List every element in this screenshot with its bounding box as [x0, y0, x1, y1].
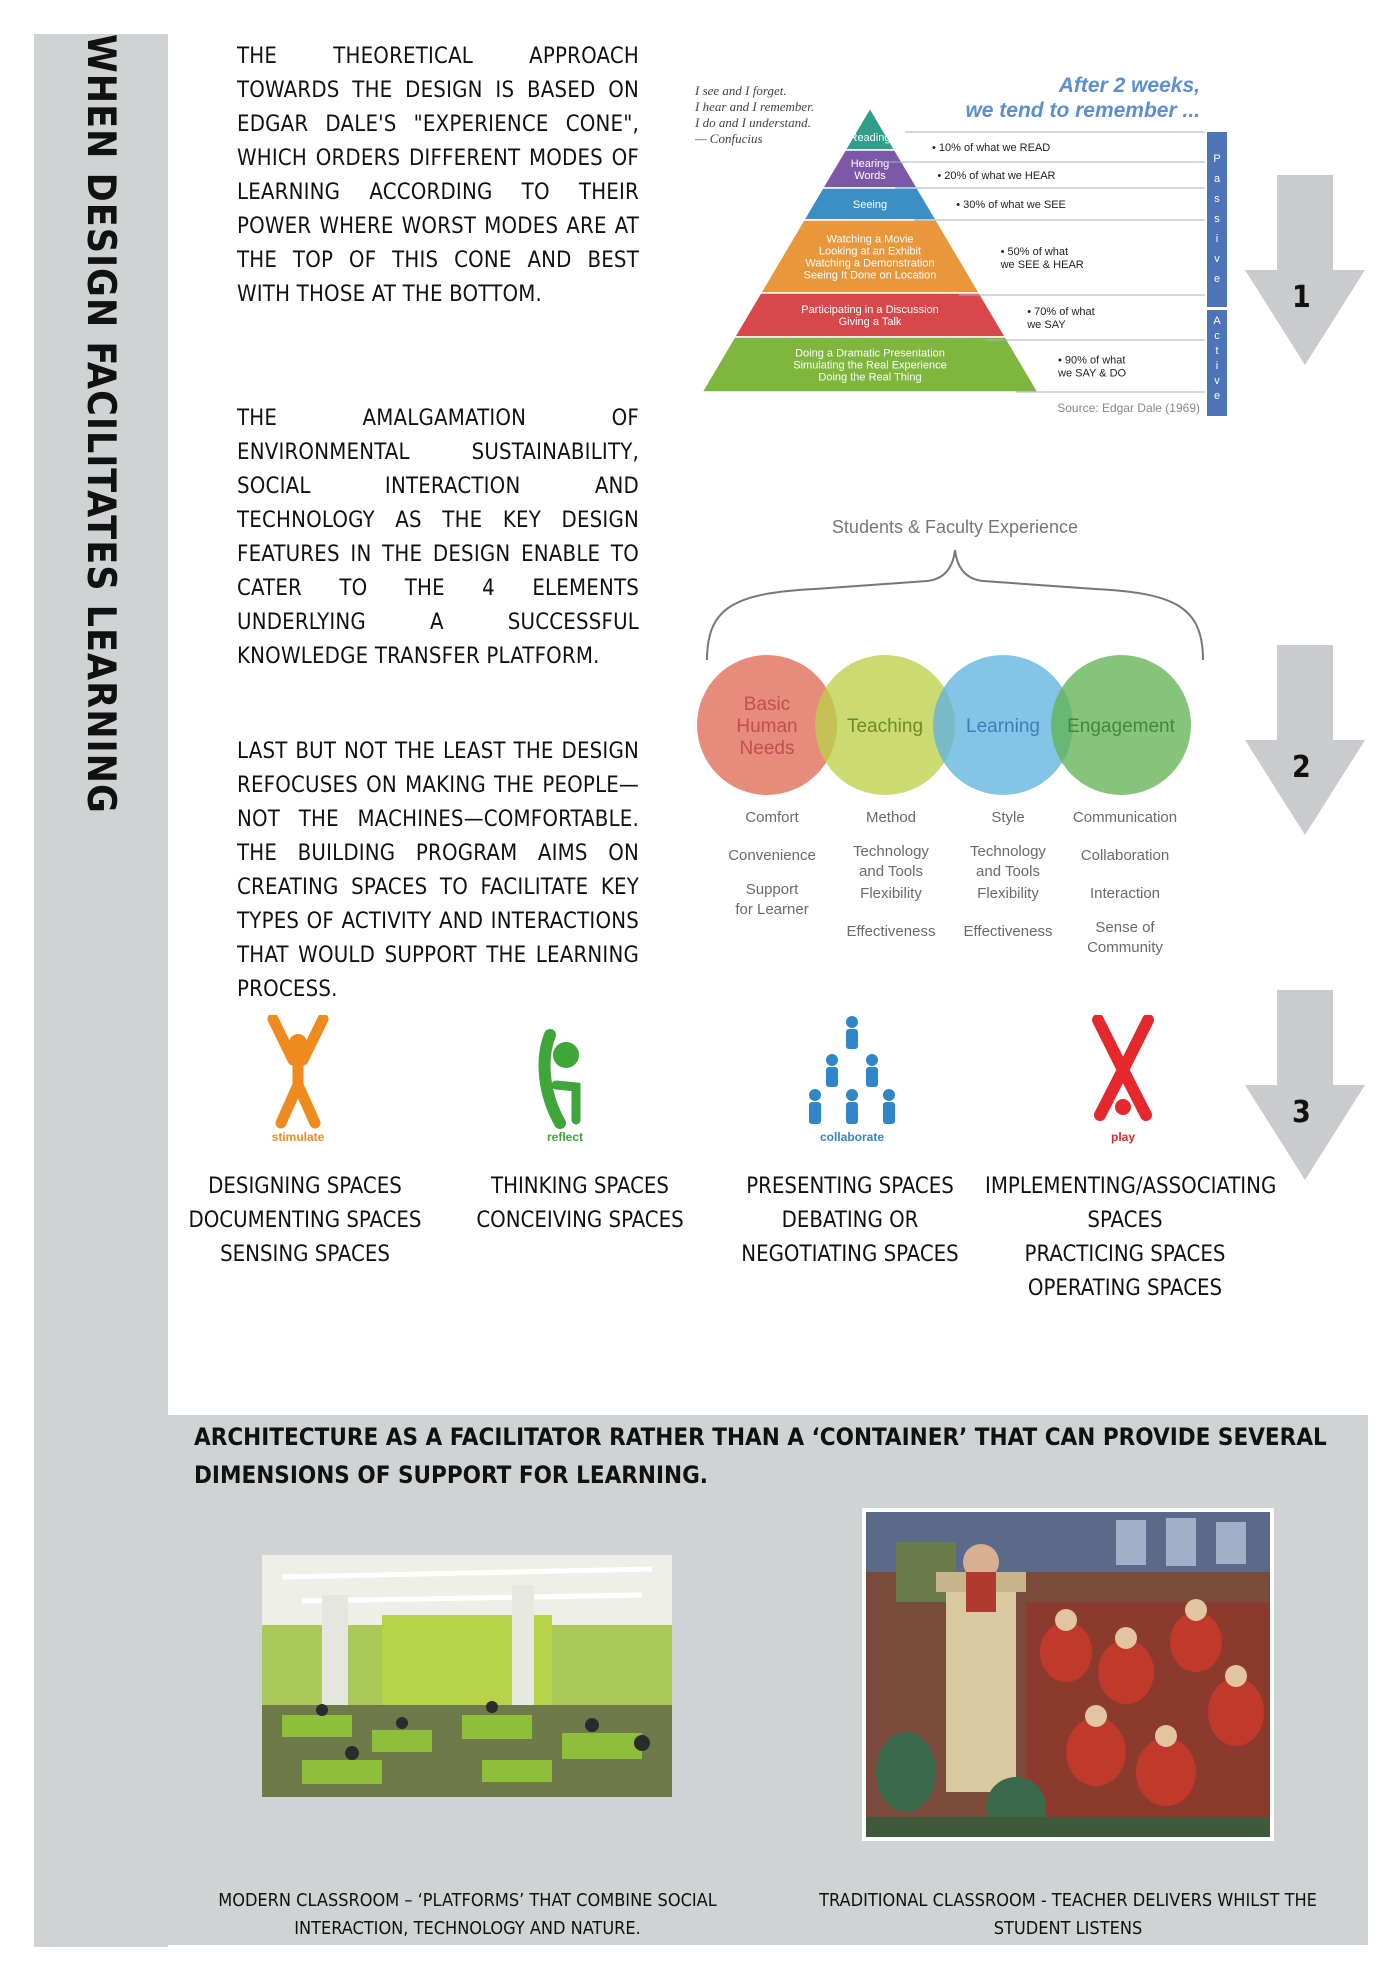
- cone-retention-text: • 30% of what we SEE: [956, 199, 1066, 211]
- activity-caption-play: IMPLEMENTING/ASSOCIATING SPACES PRACTICING SPACES OPERATING SPACES: [985, 1174, 1277, 1301]
- cone-tier-label: Watching a Movie: [826, 233, 914, 246]
- venn-item: Community: [1087, 939, 1163, 956]
- venn-brace: [707, 550, 1203, 660]
- arrow-number-3: 3: [1292, 1095, 1311, 1130]
- activity-caption-collaborate: PRESENTING SPACES DEBATING OR NEGOTIATING SPACES: [741, 1174, 959, 1267]
- passive-letter: v: [1214, 253, 1220, 265]
- stimulate-icon: [243, 1015, 353, 1145]
- venn-item: Technology: [970, 843, 1046, 860]
- active-letter: t: [1215, 345, 1219, 357]
- venn-circle-label: Engagement: [1067, 716, 1175, 737]
- cone-tier-label: Looking at an Exhibit: [818, 245, 922, 258]
- active-letter: i: [1215, 360, 1219, 372]
- cone-retention-text: • 50% of what: [1000, 246, 1069, 258]
- cone-retention-text: • 90% of what: [1058, 354, 1126, 367]
- active-letter: e: [1213, 390, 1221, 402]
- active-letter: A: [1213, 315, 1221, 327]
- arrow-number-1: 1: [1292, 280, 1311, 315]
- activity-caption-reflect: THINKING SPACES CONCEIVING SPACES: [476, 1174, 684, 1233]
- page-title: WHEN DESIGN FACILITATES LEARNING: [78, 34, 123, 814]
- down-arrow-icon-1: [1245, 175, 1365, 365]
- modern-classroom-caption: MODERN CLASSROOM – ‘PLATFORMS’ THAT COMBINE SOCIAL INTERACTION, TECHNOLOGY AND NATURE.: [218, 1890, 717, 1939]
- reflect-icon: [510, 1015, 620, 1145]
- venn-item: Interaction: [1089, 885, 1161, 902]
- bottom-heading: ARCHITECTURE AS A FACILITATOR RATHER THAN A ‘CONTAINER’ THAT CAN PROVIDE SEVERAL DIMENSIONS OF SUPPORT FOR LEARNING.: [194, 1423, 1327, 1489]
- arrow-number-2: 2: [1292, 750, 1311, 785]
- cone-quote-line: — Confucius: [695, 131, 763, 146]
- active-letter: c: [1214, 330, 1220, 342]
- cone-heading-1: After 2 weeks,: [1058, 74, 1200, 97]
- venn-item: Flexibility: [977, 885, 1039, 902]
- cone-retention-text: we SAY: [1027, 319, 1066, 331]
- cone-retention-text: • 10% of what we READ: [932, 142, 1051, 154]
- venn-item: Effectiveness: [846, 923, 936, 940]
- cone-tier-label: Watching a Demonstration: [805, 257, 935, 270]
- svg-text:collaborate: collaborate: [819, 1130, 885, 1144]
- cone-tier-label: Participating in a Discussion: [801, 304, 939, 316]
- cone-source: Source: Edgar Dale (1969): [1057, 401, 1200, 415]
- svg-text:reflect: reflect: [546, 1130, 584, 1144]
- venn-item: and Tools: [859, 863, 923, 880]
- cone-tier-label: Seeing: [852, 199, 888, 211]
- venn-item: for Learner: [735, 901, 809, 918]
- venn-item: Technology: [853, 843, 929, 860]
- collaborate-icon: [797, 1015, 907, 1145]
- venn-title: Students & Faculty Experience: [831, 517, 1079, 537]
- venn-item: and Tools: [976, 863, 1040, 880]
- cone-retention-text: • 20% of what we HEAR: [937, 170, 1056, 182]
- passive-letter: s: [1214, 213, 1220, 225]
- cone-retention-text: we SAY & DO: [1058, 367, 1127, 380]
- venn-item: Comfort: [745, 809, 799, 826]
- traditional-classroom-painting: [862, 1508, 1274, 1841]
- cone-quote-line: I do and I understand.: [695, 115, 811, 130]
- venn-item: Effectiveness: [963, 923, 1053, 940]
- venn-item: Support: [745, 881, 799, 898]
- venn-circle-label: Basic: [743, 694, 791, 715]
- cone-tier-label: Simulating the Real Experience: [793, 359, 947, 372]
- passive-letter: e: [1213, 273, 1221, 285]
- passive-letter: s: [1214, 193, 1220, 205]
- cone-quote-line: I see and I forget.: [695, 83, 787, 98]
- venn-item: Flexibility: [860, 885, 922, 902]
- venn-circle-label: Teaching: [846, 716, 924, 737]
- venn-item: Method: [865, 809, 917, 826]
- passive-letter: i: [1215, 233, 1219, 245]
- play-icon: [1068, 1015, 1178, 1145]
- cone-tier-label: Seeing It Done on Location: [803, 269, 937, 282]
- venn-circle-label: Human: [736, 716, 798, 737]
- cone-tier-label: Reading: [849, 132, 891, 144]
- paragraph-amalgamation: THE AMALGAMATION OF ENVIRONMENTAL SUSTAINABILITY, SOCIAL INTERACTION AND TECHNOLOGY AS THE KEY DESIGN FEATURES IN THE DESIGN ENABLE TO CATER TO THE 4 ELEMENTS UNDERLYING A SUCCESSFUL KNOWLEDGE TRANSFER PLATFORM.: [237, 406, 639, 669]
- venn-item: Communication: [1072, 809, 1178, 826]
- experience-cone-diagram: [695, 70, 1235, 420]
- venn-item: Style: [991, 809, 1025, 826]
- modern-classroom-photo: [262, 1555, 672, 1797]
- traditional-classroom-caption: TRADITIONAL CLASSROOM - TEACHER DELIVERS WHILST THE STUDENT LISTENS: [819, 1890, 1317, 1939]
- venn-circle-label: Needs: [739, 738, 795, 759]
- experience-venn-diagram: [695, 515, 1215, 985]
- venn-circle-label: Learning: [966, 716, 1040, 737]
- paragraph-experience-cone: THE THEORETICAL APPROACH TOWARDS THE DESIGN IS BASED ON EDGAR DALE'S "EXPERIENCE CONE", WHICH ORDERS DIFFERENT MODES OF LEARNING ACCORDING TO THEIR POWER WHERE WORST MODES ARE AT THE TOP OF THIS CONE AND BEST WITH THOSE AT THE BOTTOM.: [237, 44, 639, 307]
- cone-tier-label: Giving a Talk: [838, 316, 902, 328]
- cone-heading-2: we tend to remember ...: [965, 99, 1200, 122]
- activity-caption-stimulate: DESIGNING SPACES DOCUMENTING SPACES SENSING SPACES: [188, 1174, 422, 1267]
- venn-item: Sense of: [1095, 919, 1155, 936]
- svg-text:play: play: [1110, 1130, 1136, 1144]
- venn-item: Convenience: [728, 847, 816, 864]
- passive-letter: a: [1213, 173, 1221, 185]
- active-letter: v: [1214, 375, 1220, 387]
- cone-tier-label: Doing the Real Thing: [818, 371, 922, 384]
- cone-quote-line: I hear and I remember.: [695, 99, 815, 114]
- cone-tier-label: Hearing: [850, 158, 890, 170]
- svg-text:stimulate: stimulate: [271, 1130, 325, 1144]
- down-arrow-icon-2: [1245, 645, 1365, 835]
- cone-retention-text: we SEE & HEAR: [1000, 259, 1084, 271]
- cone-tier-label: Words: [854, 170, 886, 182]
- cone-retention-text: • 70% of what: [1027, 306, 1095, 318]
- passive-letter: P: [1213, 153, 1221, 165]
- down-arrow-icon-3: [1245, 990, 1365, 1180]
- cone-tier-label: Doing a Dramatic Presentation: [795, 347, 945, 360]
- paragraph-people-comfort: LAST BUT NOT THE LEAST THE DESIGN REFOCUSES ON MAKING THE PEOPLE—NOT THE MACHINES—COMFORTABLE. THE BUILDING PROGRAM AIMS ON CREATING SPACES TO FACILITATE KEY TYPES OF ACTIVITY AND INTERACTIONS THAT WOULD SUPPORT THE LEARNING PROCESS.: [237, 739, 639, 1002]
- venn-item: Collaboration: [1080, 847, 1170, 864]
